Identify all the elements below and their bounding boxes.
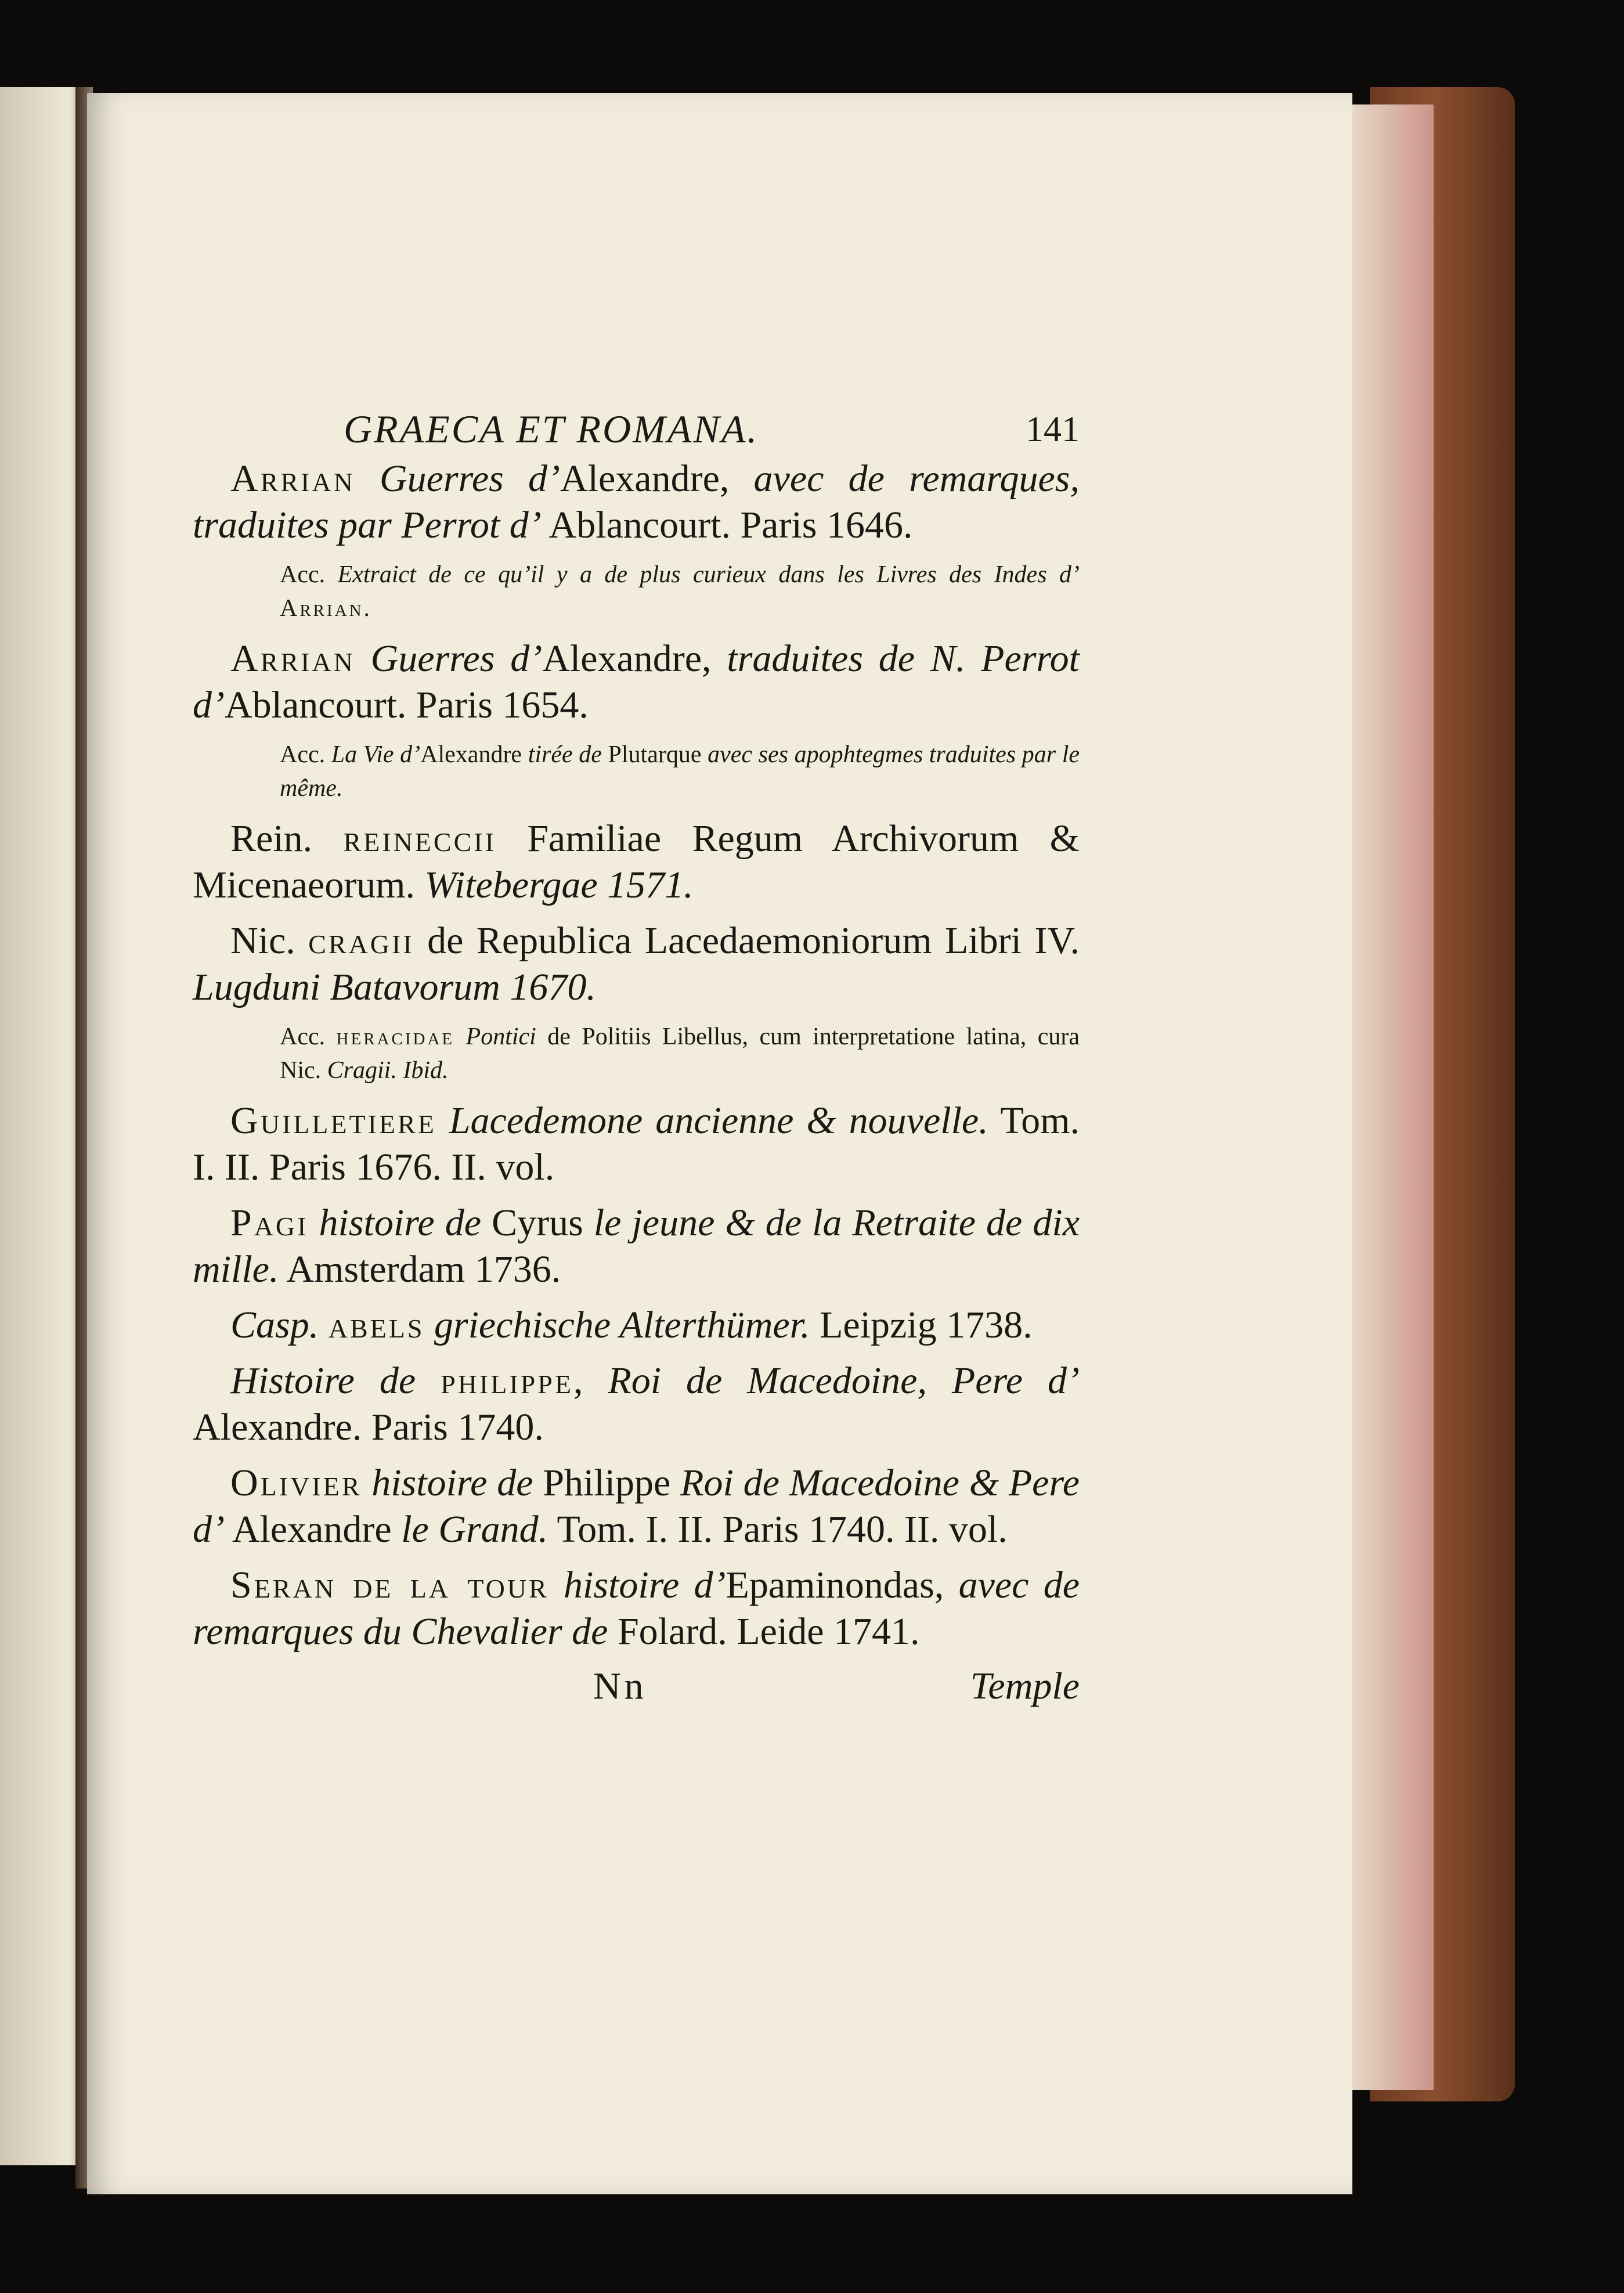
- text-run: histoire de: [308, 1202, 482, 1244]
- running-title: GRAECA ET ROMANA.: [344, 407, 759, 451]
- text-run: Ablancourt. Paris 1646.: [541, 504, 913, 546]
- entry-arrian-1654: [193, 636, 1080, 729]
- text-run: Amsterdam 1736.: [279, 1248, 561, 1290]
- signature-mark: Nn: [593, 1665, 647, 1707]
- text-run: Pagi: [230, 1202, 309, 1244]
- text-run: Pontici: [454, 1023, 536, 1050]
- text-run: Witebergae 1571.: [424, 864, 694, 906]
- text-run: Tom. I. II. Paris 1676. II. vol.: [193, 1099, 1080, 1188]
- text-run: Folard. Leide 1741.: [608, 1610, 920, 1653]
- page-number: 141: [1026, 410, 1080, 449]
- text-run: avec ses apophtegmes traduites par le même.: [280, 741, 1080, 802]
- text-run: Casp.: [230, 1304, 329, 1346]
- text-run: Guerres d’: [355, 637, 543, 680]
- entry-note: [193, 738, 1080, 805]
- text-run: Nic.: [230, 920, 309, 962]
- text-run: Seran de la tour: [230, 1564, 549, 1606]
- page-content: [193, 93, 1080, 1717]
- text-run: cragii: [308, 920, 414, 962]
- text-run: Alexandre. Paris 1740.: [193, 1406, 544, 1448]
- text-run: avec de remarques, traduites par Perrot d’: [193, 457, 1080, 546]
- text-run: traduites de N. Perrot d’: [193, 637, 1080, 726]
- text-run: Arrian.: [280, 595, 373, 622]
- text-run: Roi de Macedoine, Pere d’: [608, 1360, 1080, 1402]
- text-run: Guerres: [355, 457, 529, 500]
- text-run: La Vie d’: [331, 741, 421, 768]
- text-run: Ablancourt. Paris 1654.: [224, 684, 589, 726]
- text-run: Alexandre: [420, 741, 528, 768]
- text-run: Alexandre,: [542, 637, 727, 680]
- entry-pagi: [193, 1200, 1080, 1293]
- text-run: Lacedemone ancienne & nouvelle.: [436, 1099, 988, 1142]
- text-run: Plutarque: [601, 741, 708, 768]
- text-run: Philippe: [533, 1462, 681, 1504]
- text-run: Alexandre: [224, 1508, 402, 1551]
- entry-cragii: [193, 918, 1080, 1011]
- entry-guilletiere: [193, 1098, 1080, 1191]
- entry-seran: [193, 1562, 1080, 1655]
- text-run: Roi de Macedoine & Pere d’: [193, 1462, 1080, 1551]
- text-run: de Politiis Libellus, cum interpretatione latina, cura Nic.: [280, 1023, 1080, 1084]
- text-run: Histoire de: [230, 1360, 441, 1402]
- entry-note: [193, 1020, 1080, 1087]
- bibliography-entries: [193, 456, 1080, 1655]
- text-run: Epaminondas,: [726, 1564, 959, 1606]
- text-run: Acc.: [280, 561, 338, 588]
- text-run: avec de remarques du Chevalier de: [193, 1564, 1080, 1653]
- text-run: Extraict de ce qu’il y a de plus curieux dans les Livres des Indes d’: [337, 561, 1080, 588]
- text-run: Rein.: [230, 817, 344, 860]
- text-run: Arrian: [230, 457, 355, 500]
- text-run: histoire d’: [548, 1564, 726, 1606]
- text-run: histoire de: [362, 1462, 533, 1504]
- text-run: Leipzig 1738.: [810, 1304, 1033, 1346]
- text-run: tirée de: [528, 741, 602, 768]
- text-run: Arrian: [230, 637, 355, 680]
- text-run: Tom. I. II. Paris 1740. II. vol.: [548, 1508, 1008, 1551]
- entry-note: [193, 558, 1080, 625]
- catchword: Temple: [970, 1665, 1080, 1707]
- text-run: Familiae Regum Archivorum & Micenaeorum.: [193, 817, 1080, 906]
- text-run: Alexandre,: [560, 457, 754, 500]
- text-run: d’: [528, 457, 560, 500]
- text-run: abels: [328, 1304, 425, 1346]
- text-run: Cragii. Ibid.: [327, 1057, 449, 1084]
- text-run: griechische Alterthümer.: [424, 1304, 810, 1346]
- text-run: le Grand.: [401, 1508, 548, 1551]
- text-run: le jeune & de la Retraite de dix mille.: [193, 1202, 1080, 1290]
- text-run: Acc.: [280, 741, 331, 768]
- text-run: heracidae: [336, 1023, 455, 1050]
- entry-abels: [193, 1302, 1080, 1349]
- text-run: Lugduni Batavorum 1670.: [193, 966, 596, 1008]
- text-run: Cyrus: [481, 1202, 594, 1244]
- text-run: Olivier: [230, 1462, 362, 1504]
- text-run: philippe: [441, 1360, 573, 1402]
- book-page: [87, 93, 1352, 2194]
- text-run: Acc.: [280, 1023, 337, 1050]
- entry-reineccii: [193, 816, 1080, 908]
- text-run: Guilletiere: [230, 1099, 436, 1142]
- page-fore-edge: [1347, 104, 1434, 2090]
- text-run: reineccii: [343, 817, 496, 860]
- entry-olivier: [193, 1460, 1080, 1553]
- text-run: de Republica Lacedaemoniorum Libri IV.: [414, 920, 1080, 962]
- page-header: [193, 93, 1080, 534]
- facing-page-edge: [0, 87, 81, 2165]
- text-run: ,: [573, 1360, 608, 1402]
- page-footer: [193, 1664, 1080, 1717]
- entry-philippe: [193, 1358, 1080, 1451]
